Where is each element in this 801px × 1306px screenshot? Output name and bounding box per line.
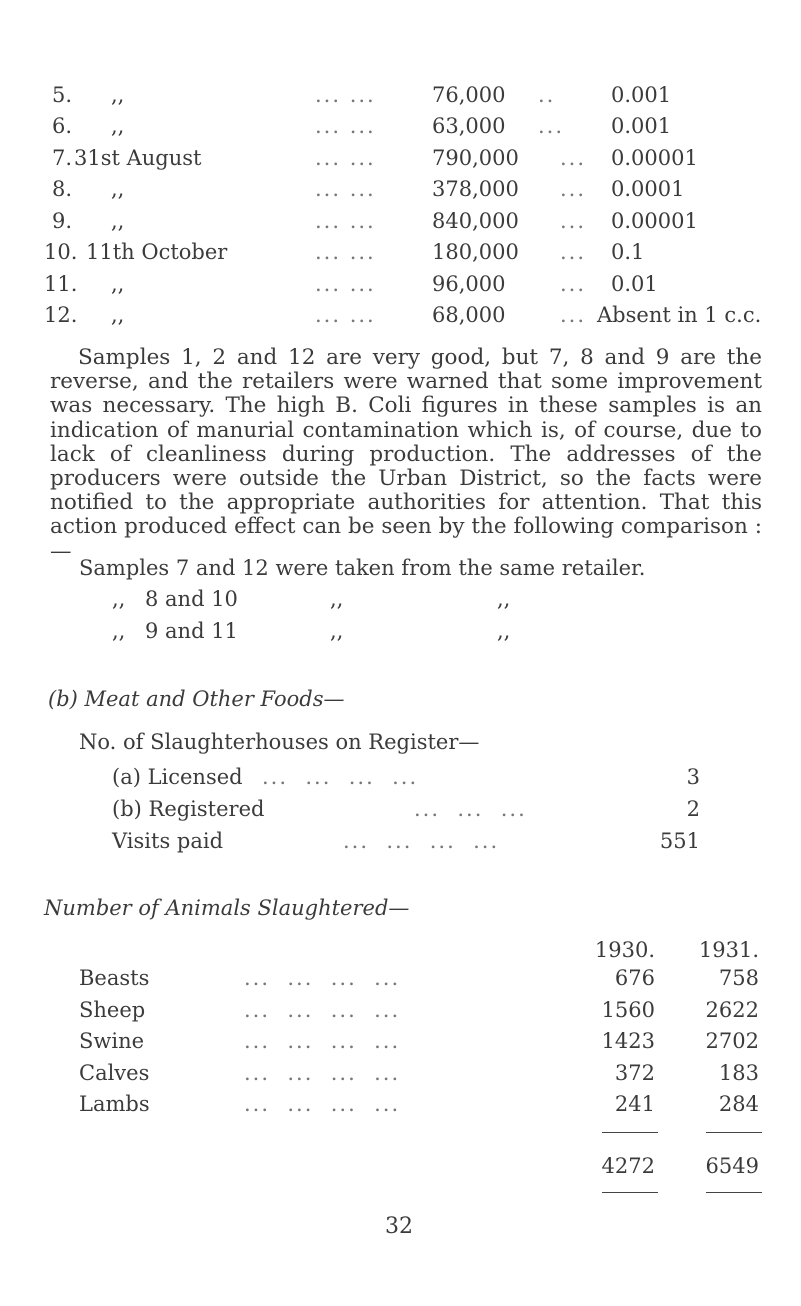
animal-count-1931: 758 (718, 966, 759, 990)
sample-date: ,, (111, 114, 125, 138)
leader-dots: ... ... (315, 272, 376, 296)
leader-dots: ... ... ... ... (244, 1092, 401, 1116)
leader-dots: ... (560, 272, 587, 296)
total-rule (706, 1192, 762, 1193)
ditto-mark: ,, (330, 619, 344, 643)
sample-result: 0.00001 (611, 209, 698, 233)
ditto-mark: ,, (497, 587, 511, 611)
sample-result: 0.001 (611, 83, 672, 107)
comparison-samples: 9 and 11 (145, 619, 238, 643)
leader-dots: ... (560, 240, 587, 264)
total-1931: 6549 (705, 1154, 759, 1178)
total-rule (602, 1192, 658, 1193)
sample-number: 6. (52, 114, 73, 138)
sample-date: ,, (111, 272, 125, 296)
sample-date: 31st August (74, 146, 202, 170)
sample-count: 96,000 (432, 272, 506, 296)
sample-number: 5. (52, 83, 73, 107)
sample-date: 11th October (86, 240, 228, 264)
sample-number: 11. (44, 272, 78, 296)
comparison-line: Samples 7 and 12 were taken from the same retailer. (79, 556, 646, 580)
sample-number: 9. (52, 209, 73, 233)
leader-dots: ... ... (315, 177, 376, 201)
ditto-mark: ,, (330, 587, 344, 611)
leader-dots: ... (538, 114, 565, 138)
comparison-samples: 8 and 10 (145, 587, 238, 611)
animal-count-1930: 372 (614, 1061, 655, 1085)
sample-result: 0.001 (611, 114, 672, 138)
sample-date: ,, (111, 303, 125, 327)
animal-count-1931: 284 (718, 1092, 759, 1116)
sample-count: 840,000 (432, 209, 519, 233)
leader-dots: ... ... ... (414, 797, 527, 821)
body-paragraph: Samples 1, 2 and 12 are very good, but 7, 8 and 9 are the reverse, and the retailers were warned that some improvement was necessary. The high B. Coli figures in these samples is an indication of manurial contamination which is, of course, due to lack of cleanliness during production. The addresses of the producers were outside the Urban District, so the facts were notified to the appropriate authorities for attention. That this action produced effect can be seen by the following comparison : — (50, 345, 762, 564)
sample-date: ,, (111, 209, 125, 233)
sample-result: 0.1 (611, 240, 645, 264)
total-rule (602, 1132, 658, 1133)
leader-dots: ... ... ... ... (244, 1029, 401, 1053)
leader-dots: ... ... (315, 303, 376, 327)
animal-label: Lambs (79, 1092, 150, 1116)
leader-dots: ... ... (315, 146, 376, 170)
sample-date: ,, (111, 177, 125, 201)
animal-label: Swine (79, 1029, 145, 1053)
leader-dots: ... (560, 146, 587, 170)
sample-result: 0.00001 (611, 146, 698, 170)
animal-count-1930: 1560 (601, 998, 655, 1022)
year-header: 1930. (594, 938, 655, 962)
register-item-label: (a) Licensed (112, 765, 243, 789)
leader-dots: ... ... ... ... (244, 998, 401, 1022)
leader-dots: ... ... (315, 83, 376, 107)
leader-dots: ... ... (315, 114, 376, 138)
section-heading: (b) Meat and Other Foods— (48, 687, 345, 711)
sample-number: 10. (44, 240, 78, 264)
leader-dots: ... ... ... ... (343, 829, 500, 853)
animal-label: Sheep (79, 998, 146, 1022)
total-1930: 4272 (601, 1154, 655, 1178)
leader-dots: .. (538, 83, 556, 107)
sample-number: 8. (52, 177, 73, 201)
animal-count-1930: 1423 (601, 1029, 655, 1053)
leader-dots: ... ... ... ... (244, 1061, 401, 1085)
animal-label: Calves (79, 1061, 150, 1085)
sample-count: 180,000 (432, 240, 519, 264)
sample-result: Absent in 1 c.c. (597, 303, 762, 327)
animals-heading: Number of Animals Slaughtered— (44, 896, 410, 920)
register-item-value: 3 (686, 765, 700, 789)
register-item-value: 2 (686, 797, 700, 821)
ditto-mark: ,, (497, 619, 511, 643)
page-number: 32 (385, 1214, 413, 1239)
ditto-mark: ,, (112, 587, 126, 611)
register-item-value: 551 (659, 829, 700, 853)
sample-result: 0.0001 (611, 177, 685, 201)
sample-date: ,, (111, 83, 125, 107)
register-heading: No. of Slaughterhouses on Register— (79, 730, 480, 754)
sample-result: 0.01 (611, 272, 658, 296)
sample-number: 7. (52, 146, 73, 170)
register-item-label: Visits paid (112, 829, 224, 853)
register-item-label: (b) Registered (112, 797, 265, 821)
animal-label: Beasts (79, 966, 150, 990)
animal-count-1930: 676 (614, 966, 655, 990)
total-rule (706, 1132, 762, 1133)
leader-dots: ... ... ... ... (262, 765, 419, 789)
ditto-mark: ,, (112, 619, 126, 643)
sample-count: 63,000 (432, 114, 506, 138)
leader-dots: ... ... ... ... (244, 966, 401, 990)
animal-count-1931: 2622 (705, 998, 759, 1022)
sample-count: 76,000 (432, 83, 506, 107)
animal-count-1930: 241 (614, 1092, 655, 1116)
animal-count-1931: 183 (718, 1061, 759, 1085)
leader-dots: ... (560, 177, 587, 201)
leader-dots: ... (560, 303, 587, 327)
sample-count: 378,000 (432, 177, 519, 201)
leader-dots: ... ... (315, 240, 376, 264)
leader-dots: ... ... (315, 209, 376, 233)
year-header: 1931. (698, 938, 759, 962)
sample-number: 12. (44, 303, 78, 327)
animal-count-1931: 2702 (705, 1029, 759, 1053)
leader-dots: ... (560, 209, 587, 233)
sample-count: 790,000 (432, 146, 519, 170)
sample-count: 68,000 (432, 303, 506, 327)
